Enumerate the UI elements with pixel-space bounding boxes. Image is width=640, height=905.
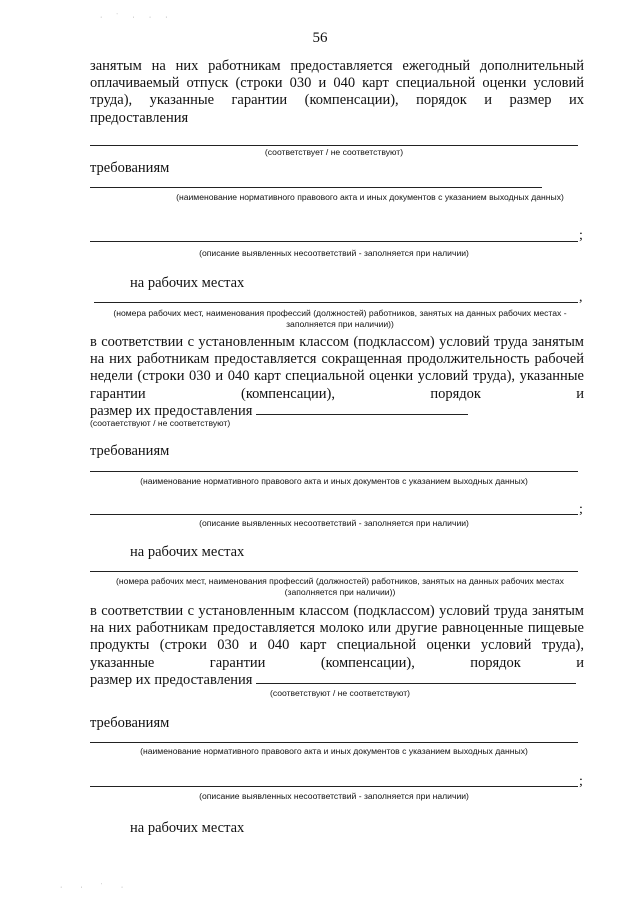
block3-requirements-label: требованиям xyxy=(90,715,170,731)
block1-act-fill-line[interactable] xyxy=(90,187,542,188)
block2-act-fill-line[interactable] xyxy=(90,471,578,472)
block2-places-caption: (номера рабочих мест, наименования профессий (должностей) работников, занятых на данных рабочих местах (заполняется при наличии)) xyxy=(116,576,564,597)
block3-act-caption: (наименование нормативного правового акта и иных документов с указанием выходных данных) xyxy=(140,746,528,756)
block1-comma: , xyxy=(579,290,583,305)
block3-conform-caption: (соответствуют / не соответствуют) xyxy=(270,688,410,698)
block2-desc-caption: (описание выявленных несоответствий - заполняется при наличии) xyxy=(199,518,469,528)
block1-places-fill-line[interactable] xyxy=(94,302,578,303)
block1-conform-fill-line[interactable] xyxy=(90,145,578,146)
block2-tail-text: размер их предоставления xyxy=(90,403,253,419)
block1-desc-caption: (описание выявленных несоответствий - заполняется при наличии) xyxy=(199,248,469,258)
block2-desc-fill-line[interactable] xyxy=(90,514,578,515)
block2-act-caption: (наименование нормативного правового акта и иных документов с указанием выходных данных) xyxy=(140,476,528,486)
block3-semicolon: ; xyxy=(579,774,583,789)
block2-places-fill-line[interactable] xyxy=(90,571,578,572)
block1-workplaces-label: на рабочих местах xyxy=(130,275,245,291)
block3-paragraph-tail xyxy=(90,671,576,689)
block2-semicolon: ; xyxy=(579,502,583,517)
block1-requirements-label: требованиям xyxy=(90,160,170,176)
block3-paragraph: в соответствии с установленным классом (подклассом) условий труда занятым на них работникам предоставляется молоко или другие равноценные пищевые продукты (строки 030 и 040 карт специальной оценки условий труда), указанные гарантии (компенсации), порядок и xyxy=(90,603,584,671)
block3-conform-fill-line[interactable] xyxy=(256,671,576,684)
block3-tail-text: размер их предоставления xyxy=(90,672,253,688)
scan-noise-top: · ˙ · · · xyxy=(100,14,174,21)
block1-act-caption: (наименование нормативного правового акта и иных документов с указанием выходных данных) xyxy=(176,192,564,202)
block3-desc-fill-line[interactable] xyxy=(90,786,578,787)
block1-conform-caption: (соответствует / не соответствуют) xyxy=(264,147,404,157)
block3-act-fill-line[interactable] xyxy=(90,742,578,743)
block2-paragraph: в соответствии с установленным классом (подклассом) условий труда занятым на них работникам предоставляется сокращенная продолжительность рабочей недели (строки 030 и 040 карт специальной оценки условий труда), указанные гарантии (компенсации), порядок и xyxy=(90,334,584,402)
block2-conform-caption: (соотаетствуют / не соответствуют) xyxy=(90,418,231,428)
block3-workplaces-label: на рабочих местах xyxy=(130,820,245,836)
block2-conform-fill-line[interactable] xyxy=(256,402,468,415)
block3-desc-caption: (описание выявленных несоответствий - заполняется при наличии) xyxy=(199,791,469,801)
scan-noise-bottom: · · ˙ · xyxy=(60,884,132,891)
block1-paragraph: занятым на них работникам предоставляется ежегодный дополнительный оплачиваемый отпуск (строки 030 и 040 карт специальной оценки условий труда), указанные гарантии (компенсации), порядок и размер их предоставления xyxy=(90,58,584,126)
block1-semicolon: ; xyxy=(579,228,583,243)
block1-places-caption: (номера рабочих мест, наименования профессий (должностей) работников, занятых на данных рабочих местах - заполняется при наличии)) xyxy=(113,308,567,329)
block2-workplaces-label: на рабочих местах xyxy=(130,544,245,560)
page-number: 56 xyxy=(312,30,328,46)
block2-requirements-label: требованиям xyxy=(90,443,170,459)
block1-desc-fill-line[interactable] xyxy=(90,241,578,242)
